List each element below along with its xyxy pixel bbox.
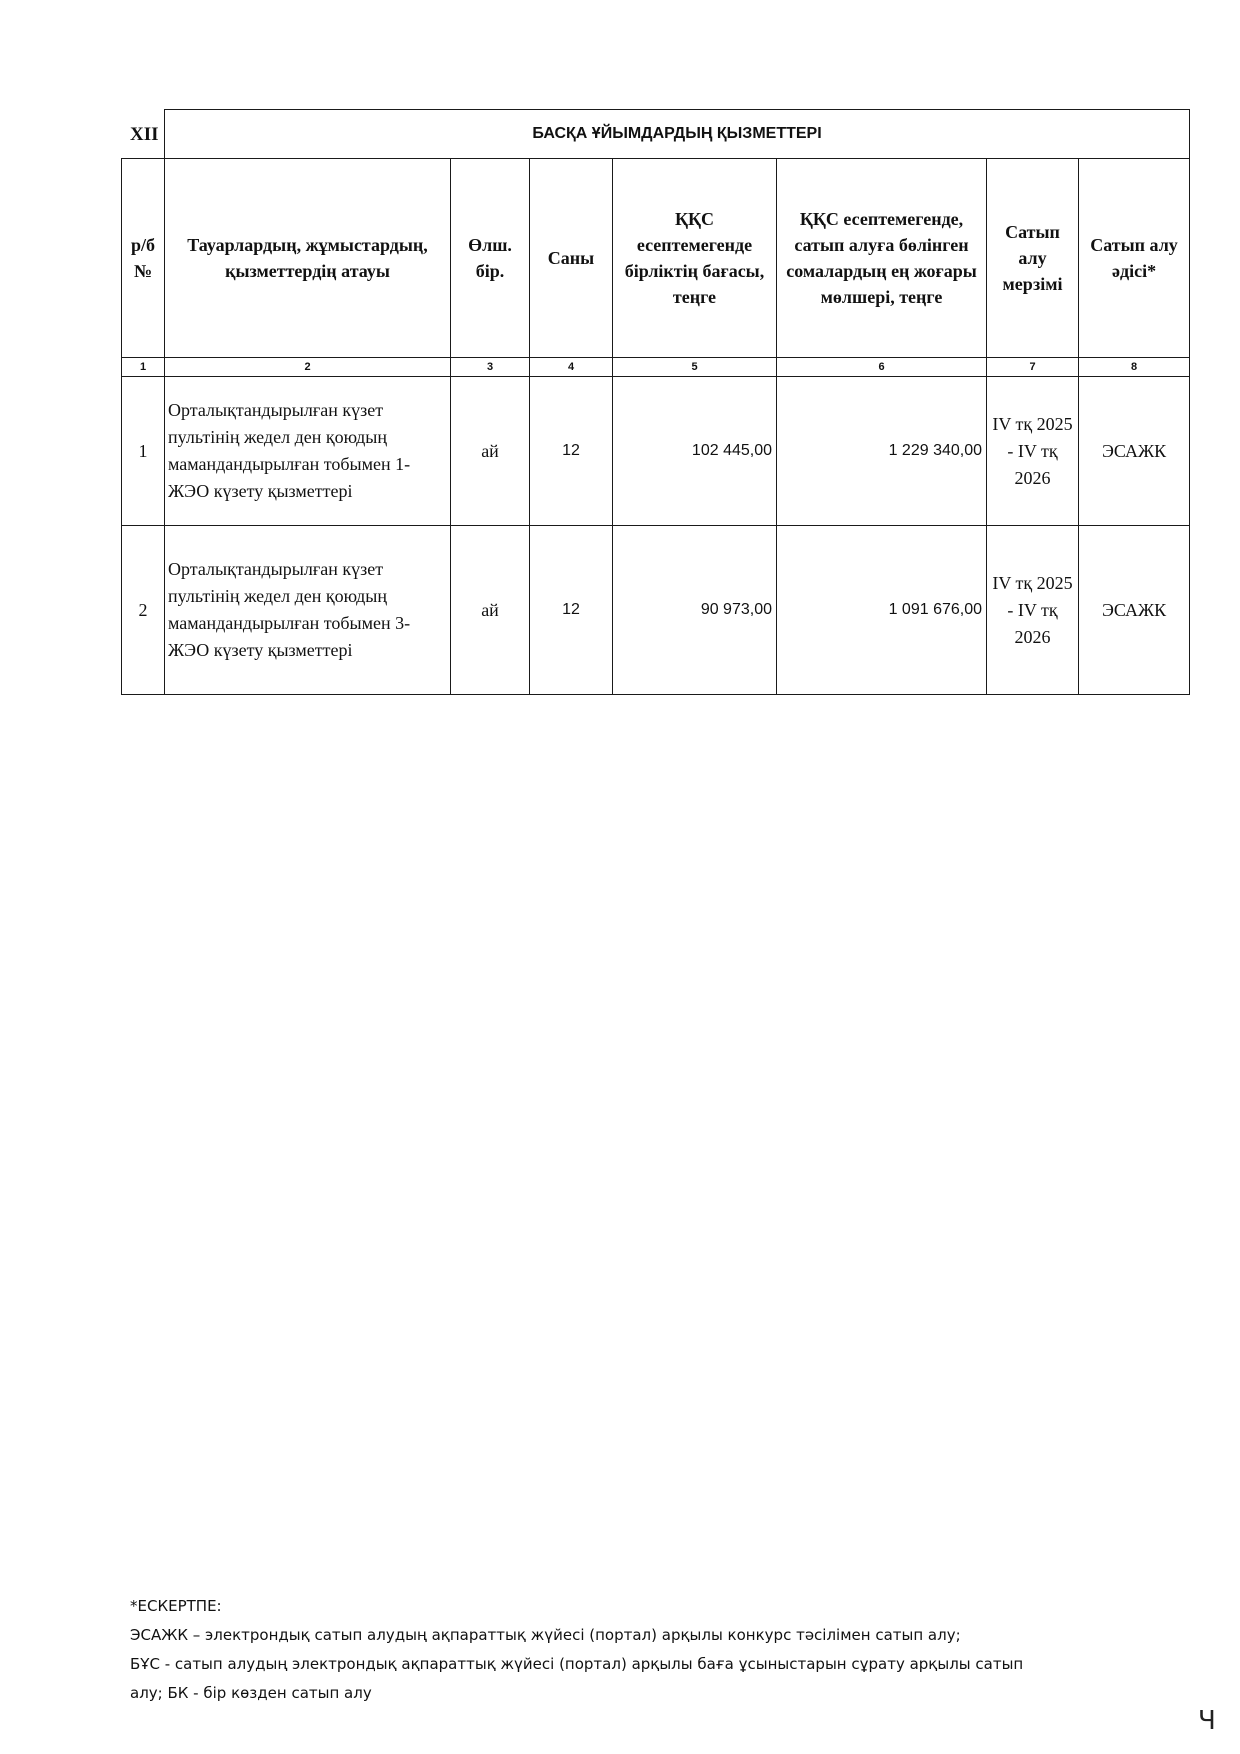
column-number-row — [122, 358, 1190, 377]
footnote-line: БҰС - сатып алудың электрондық ақпараттық жүйесі (портал) арқылы баға ұсыныстарын сұрату арқылы сатып — [130, 1655, 1024, 1673]
row-qty: 12 — [530, 377, 613, 526]
row-unit-price: 90 973,00 — [613, 526, 777, 695]
header-qty: Саны — [530, 159, 613, 358]
row-name: Орталықтандырылған күзет пультінің жедел ден қоюдың мамандандырылған тобымен 1-ЖЭО күзету қызметтері — [165, 377, 451, 526]
section-title-row — [122, 110, 1190, 159]
header-unit-price: ҚҚС есептемегенде бірліктің бағасы, теңге — [613, 159, 777, 358]
row-period: IV тқ 2025 - IV тқ 2026 — [987, 526, 1079, 695]
page-mark: Ч — [1198, 1706, 1216, 1736]
row-unit: ай — [451, 526, 530, 695]
procurement-table — [121, 109, 1190, 695]
footnote-line: ЭСАЖК – электрондық сатып алудың ақпараттық жүйесі (портал) арқылы конкурс тәсілімен сатып алу; — [130, 1626, 961, 1644]
header-no: р/б № — [122, 159, 165, 358]
table-row — [122, 526, 1190, 695]
header-unit: Өлш. бір. — [451, 159, 530, 358]
column-number: 8 — [1079, 358, 1190, 377]
header-total: ҚҚС есептемегенде, сатып алуға бөлінген сомалардың ең жоғары мөлшері, теңге — [777, 159, 987, 358]
column-number: 7 — [987, 358, 1079, 377]
column-number: 5 — [613, 358, 777, 377]
section-title: БАСҚА ҰЙЫМДАРДЫҢ ҚЫЗМЕТТЕРІ — [165, 110, 1190, 159]
row-method: ЭСАЖК — [1079, 377, 1190, 526]
row-total: 1 091 676,00 — [777, 526, 987, 695]
footnote-line: алу; БК - бір көзден сатып алу — [130, 1684, 372, 1702]
row-unit-price: 102 445,00 — [613, 377, 777, 526]
row-name: Орталықтандырылған күзет пультінің жедел ден қоюдың мамандандырылған тобымен 3-ЖЭО күзету қызметтері — [165, 526, 451, 695]
column-number: 4 — [530, 358, 613, 377]
table-row — [122, 377, 1190, 526]
footnote-heading: *ЕСКЕРТПЕ: — [130, 1597, 222, 1615]
header-row — [122, 159, 1190, 358]
column-number: 6 — [777, 358, 987, 377]
footnote — [130, 1592, 1140, 1708]
section-number: XII — [130, 124, 159, 145]
header-name: Тауарлардың, жұмыстардың, қызметтердің атауы — [165, 159, 451, 358]
row-no: 2 — [122, 526, 165, 695]
row-method: ЭСАЖК — [1079, 526, 1190, 695]
row-qty: 12 — [530, 526, 613, 695]
row-total: 1 229 340,00 — [777, 377, 987, 526]
column-number: 2 — [165, 358, 451, 377]
header-period: Сатып алу мерзімі — [987, 159, 1079, 358]
row-period: IV тқ 2025 - IV тқ 2026 — [987, 377, 1079, 526]
blank-cell — [122, 110, 165, 159]
row-no: 1 — [122, 377, 165, 526]
header-method: Сатып алу әдісі* — [1079, 159, 1190, 358]
column-number: 3 — [451, 358, 530, 377]
row-unit: ай — [451, 377, 530, 526]
column-number: 1 — [122, 358, 165, 377]
